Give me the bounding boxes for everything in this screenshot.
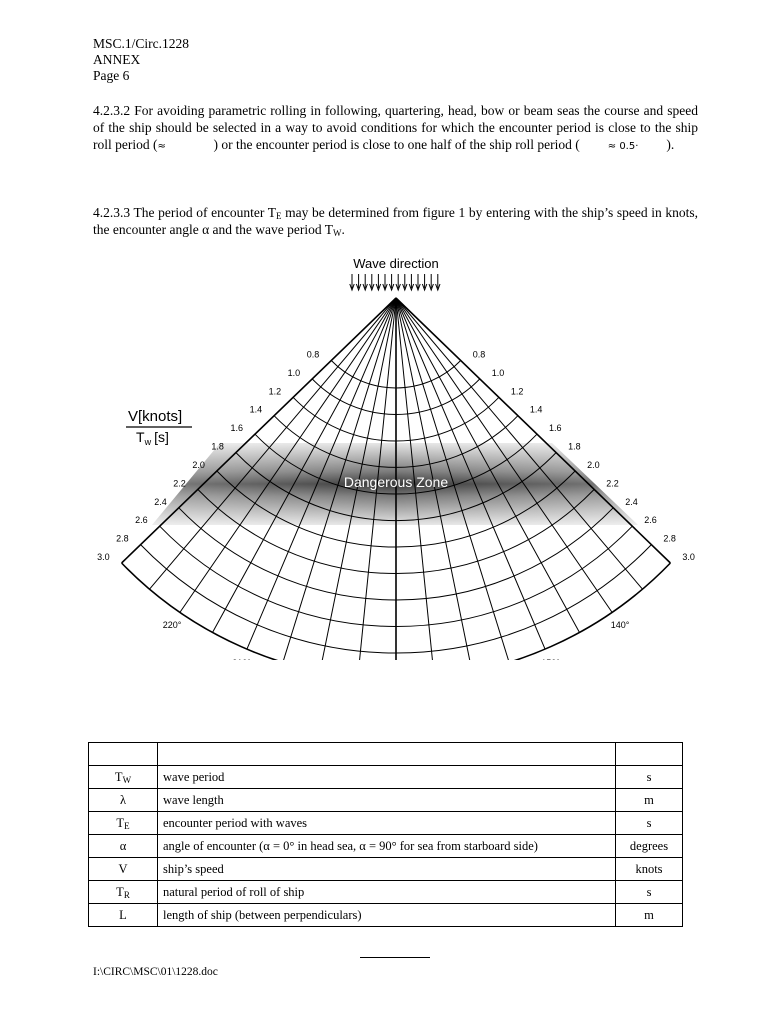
angle-label — [541, 658, 560, 660]
ratio-label: 2.0 — [587, 460, 600, 470]
ratio-label: 3.0 — [97, 552, 110, 562]
unit-cell: s — [616, 881, 683, 904]
description-cell: natural period of roll of ship — [158, 881, 616, 904]
symbol-cell: $T_R$ — [89, 881, 158, 904]
dangerous-zone-label: Dangerous Zone — [343, 474, 449, 490]
description-cell: angle of encounter (α = 0° in head sea, α = 90° for sea from starboard side) — [158, 835, 616, 858]
ratio-label: 0.8 — [472, 349, 486, 360]
file-path-footer: I:\CIRC\MSC\01\1228.doc — [93, 966, 218, 978]
approx-symbol: ≈ — [157, 141, 166, 152]
unit-cell: m — [616, 789, 683, 812]
symbol-cell: λ — [89, 789, 158, 812]
symbol-cell: L — [89, 904, 158, 927]
ratio-label: 1.6 — [230, 423, 243, 434]
ratio-numerator: V[knots] — [128, 408, 183, 425]
end-rule — [360, 957, 430, 958]
angle-label: 220° — [162, 619, 182, 630]
table-row — [89, 904, 683, 927]
description-cell: wave length — [158, 789, 616, 812]
unit-cell: m — [616, 904, 683, 927]
ratio-label: 1.0 — [287, 367, 301, 378]
annex-label: ANNEX — [93, 52, 141, 67]
ratio-label: 1.6 — [549, 423, 562, 434]
symbols-legend-table — [88, 742, 683, 927]
circular-reference: MSC.1/Circ.1228 — [93, 36, 190, 51]
ratio-denominator: $T_w$ [s] — [136, 429, 169, 447]
ratio-label: 1.2 — [510, 386, 524, 397]
unit-cell: degrees — [616, 835, 683, 858]
table-row — [89, 766, 683, 789]
description-cell: length of ship (between perpendiculars) — [158, 904, 616, 927]
ratio-label: 0.8 — [306, 349, 320, 360]
wave-direction-label: Wave direction — [353, 256, 439, 271]
encounter-period-diagram — [90, 250, 710, 660]
ratio-label: 1.4 — [529, 404, 543, 415]
ratio-label: 1.2 — [268, 386, 282, 397]
ratio-label: 2.2 — [606, 478, 619, 489]
ratio-label: 2.8 — [116, 533, 129, 544]
ratio-label: 2.0 — [192, 460, 205, 470]
wave-direction-arrows — [350, 274, 440, 290]
ratio-label: 2.2 — [173, 478, 186, 489]
ratio-label: 1.0 — [491, 367, 505, 378]
ratio-label: 1.8 — [211, 441, 224, 452]
ratio-label: 1.8 — [568, 441, 581, 452]
ratio-label: 1.4 — [249, 404, 263, 415]
angle-label — [232, 658, 251, 660]
ratio-label: 2.6 — [644, 515, 657, 526]
symbol-cell: $T_W$ — [89, 766, 158, 789]
table-row — [89, 812, 683, 835]
paragraph-4-2-3-2: 4.2.3.2 For avoiding parametric rolling in following, quartering, head, bow or beam seas the course and speed of the ship should be selected in a way to avoid conditions for which the encounter period is close to the ship roll period (≈ ) or the encounter period is close to one half of the ship roll period ( ≈ 0.5· ). — [93, 103, 698, 152]
unit-cell: knots — [616, 858, 683, 881]
page-number: Page 6 — [93, 68, 130, 83]
table-row — [89, 858, 683, 881]
ratio-label: 2.8 — [663, 533, 676, 544]
ratio-label: 2.4 — [154, 496, 167, 507]
paragraph-4-2-3-3: 4.2.3.3 The period of encounter $T_E$ may be determined from figure 1 by entering with the ship’s speed in knots, the encounter angle α and the wave period $T_W$. — [93, 205, 699, 238]
unit-cell: s — [616, 766, 683, 789]
angle-label: 140° — [610, 619, 630, 630]
legend-header-row — [89, 743, 683, 766]
speed-period-ratio-label — [116, 400, 198, 447]
ratio-label: 2.6 — [135, 515, 148, 526]
ratio-label: 2.4 — [625, 496, 638, 507]
symbol-cell: V — [89, 858, 158, 881]
description-cell: ship’s speed — [158, 858, 616, 881]
approx-half-symbol: ≈ 0.5· — [607, 141, 639, 152]
symbol-cell: $T_E$ — [89, 812, 158, 835]
description-cell: encounter period with waves — [158, 812, 616, 835]
table-row — [89, 789, 683, 812]
polar-diagram-svg — [90, 250, 710, 660]
document-header — [93, 36, 189, 84]
symbol-cell: α — [89, 835, 158, 858]
ratio-label: 3.0 — [682, 552, 695, 562]
unit-cell: s — [616, 812, 683, 835]
table-row — [89, 881, 683, 904]
description-cell: wave period — [158, 766, 616, 789]
table-row — [89, 835, 683, 858]
